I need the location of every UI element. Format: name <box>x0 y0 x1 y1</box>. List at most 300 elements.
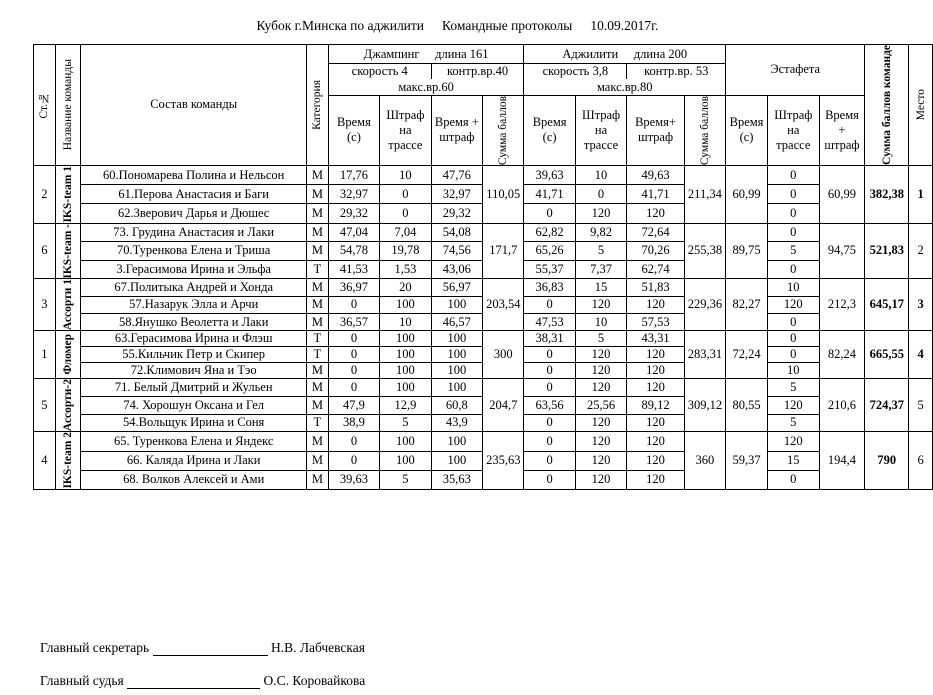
agility-sum-value: 309,12 <box>687 397 723 412</box>
relay-fault-cell <box>768 296 820 313</box>
agility-total-cell <box>627 242 684 261</box>
participant-cell <box>81 296 307 313</box>
header-jumping-ctrl: контр.вр.40 <box>431 64 524 80</box>
agility-total-cell <box>627 414 684 432</box>
category-cell <box>306 296 328 313</box>
header-start-num: Ст.№ <box>34 45 56 166</box>
jumping-fault-cell <box>380 414 432 432</box>
jumping-time-value: 47,9 <box>343 397 365 412</box>
team-sum-cell <box>865 223 909 279</box>
header-jumping-speed: скорость 4 <box>328 64 431 80</box>
category-value: М <box>311 472 323 487</box>
jumping-total-cell <box>431 204 482 223</box>
agility-sum-cell <box>684 165 725 223</box>
jumping-fault-value: 7,04 <box>394 224 417 239</box>
category-value: М <box>311 397 323 412</box>
category-value: М <box>311 363 323 378</box>
participant-name: 72.Климович Яна и Тэо <box>130 363 257 378</box>
relay-time-cell <box>726 165 768 223</box>
participant-cell <box>81 242 307 261</box>
agility-fault-cell <box>575 363 627 379</box>
relay-fault-cell <box>768 414 820 432</box>
relay-time-cell <box>726 223 768 279</box>
jumping-sum-value: 235,63 <box>486 453 521 468</box>
jumping-fault-value: 10 <box>399 167 412 182</box>
agility-time-cell <box>524 204 575 223</box>
category-cell <box>306 331 328 347</box>
jumping-fault-value: 100 <box>396 347 415 362</box>
jumping-time-cell <box>328 363 379 379</box>
jumping-sum-value: 171,7 <box>489 243 518 258</box>
start-num-value: 3 <box>41 297 48 312</box>
jumping-total-cell <box>431 379 482 397</box>
relay-fault-cell <box>768 204 820 223</box>
jumping-total-cell <box>431 185 482 204</box>
start-num-cell <box>34 379 56 432</box>
agility-time-cell <box>524 363 575 379</box>
table-row <box>34 432 933 451</box>
results-table <box>33 44 933 490</box>
agility-total-cell <box>627 260 684 279</box>
header-team-name: Название команды <box>55 45 81 166</box>
relay-fault-cell <box>768 379 820 397</box>
agility-fault-cell <box>575 470 627 489</box>
agility-time-value: 0 <box>546 415 553 430</box>
jumping-sum-cell <box>483 165 524 223</box>
jumping-total-cell <box>431 363 482 379</box>
agility-time-cell <box>524 279 575 296</box>
jumping-total-value: 29,32 <box>442 205 471 220</box>
jumping-total-cell <box>431 432 482 451</box>
place-value: 2 <box>917 243 924 258</box>
agility-sum-cell <box>684 379 725 432</box>
jumping-total-cell <box>431 414 482 432</box>
header-agility-faults: Штраф на трассе <box>575 95 627 165</box>
participant-name: 55.Кильчик Петр и Скипер <box>122 347 266 362</box>
jumping-sum-value: 110,05 <box>486 186 521 201</box>
place-value: 6 <box>917 453 924 468</box>
agility-total-value: 120 <box>646 472 665 487</box>
jumping-time-value: 0 <box>350 347 358 362</box>
jumping-sum-cell <box>483 379 524 432</box>
team-name-value: Ассорти 1 <box>62 279 75 331</box>
jumping-time-cell <box>328 204 379 223</box>
agility-fault-cell <box>575 331 627 347</box>
agility-total-value: 120 <box>646 347 665 362</box>
jumping-fault-cell <box>380 313 432 330</box>
jumping-time-cell <box>328 223 379 242</box>
relay-fault-cell <box>768 279 820 296</box>
agility-sum-value: 283,31 <box>687 347 723 362</box>
jumping-total-value: 46,57 <box>442 314 471 329</box>
jumping-total-value: 100 <box>447 363 467 378</box>
agility-total-cell <box>627 379 684 397</box>
agility-time-cell <box>524 185 575 204</box>
header-relay-total: Время + штраф <box>819 95 865 165</box>
jumping-time-cell <box>328 331 379 347</box>
jumping-fault-value: 19,78 <box>391 243 420 258</box>
agility-total-cell <box>627 313 684 330</box>
relay-fault-value: 0 <box>790 167 797 182</box>
agility-fault-value: 120 <box>591 380 611 395</box>
relay-fault-cell <box>768 451 820 470</box>
relay-fault-cell <box>768 347 820 363</box>
agility-time-value: 65,26 <box>535 243 564 258</box>
agility-total-value: 57,53 <box>641 314 670 329</box>
category-value: Т <box>313 415 322 430</box>
agility-sum-value: 229,36 <box>687 297 723 312</box>
agility-fault-value: 120 <box>591 415 611 430</box>
jumping-total-value: 54,08 <box>442 224 471 239</box>
team-sum-value: 724,37 <box>869 397 904 412</box>
participant-cell <box>81 396 307 414</box>
agility-fault-cell <box>575 396 627 414</box>
jumping-total-value: 32,97 <box>442 186 471 201</box>
participant-cell <box>81 223 307 242</box>
jumping-total-value: 100 <box>447 380 467 395</box>
participant-name: 58.Янушко Веолетта и Лаки <box>118 314 269 329</box>
participant-name: 67.Политыка Андрей и Хонда <box>114 279 274 294</box>
jumping-time-cell <box>328 242 379 261</box>
jumping-time-cell <box>328 432 379 451</box>
jumping-total-cell <box>431 396 482 414</box>
relay-fault-value: 0 <box>790 331 797 346</box>
team-name-cell <box>55 223 81 279</box>
jumping-time-value: 54,78 <box>339 243 368 258</box>
team-name-value: IKS-team 1 <box>62 165 75 223</box>
agility-fault-value: 10 <box>594 167 608 182</box>
agility-total-cell <box>627 223 684 242</box>
team-sum-cell <box>865 331 909 379</box>
relay-time-value: 60,99 <box>732 186 761 201</box>
header-agility-max: макс.вр.80 <box>524 79 726 95</box>
relay-total-cell <box>819 165 865 223</box>
jumping-time-value: 0 <box>350 363 358 378</box>
jumping-fault-cell <box>380 470 432 489</box>
participant-name: 54.Вольщук Ирина и Соня <box>123 415 265 430</box>
judge-label: Главный судья <box>40 673 124 688</box>
participant-cell <box>81 414 307 432</box>
jumping-fault-value: 10 <box>399 314 412 329</box>
category-cell <box>306 185 328 204</box>
category-value: М <box>311 186 323 201</box>
category-cell <box>306 379 328 397</box>
jumping-time-cell <box>328 165 379 184</box>
place-value: 3 <box>917 297 924 312</box>
relay-total-cell <box>819 331 865 379</box>
category-value: Т <box>313 347 322 362</box>
agility-time-cell <box>524 451 575 470</box>
agility-time-value: 36,83 <box>535 279 564 294</box>
team-name-value: IKS-team 2 <box>62 432 75 489</box>
jumping-total-cell <box>431 260 482 279</box>
jumping-fault-cell <box>380 432 432 451</box>
agility-sum-value: 360 <box>695 453 715 468</box>
jumping-total-cell <box>431 331 482 347</box>
agility-time-value: 62,82 <box>535 224 564 239</box>
team-name-cell <box>55 165 81 223</box>
agility-total-value: 41,71 <box>641 186 670 201</box>
agility-sum-cell <box>684 432 725 490</box>
agility-total-value: 120 <box>646 453 665 468</box>
jumping-fault-value: 100 <box>396 297 415 312</box>
category-cell <box>306 432 328 451</box>
agility-time-value: 0 <box>546 205 553 220</box>
relay-fault-value: 5 <box>790 380 797 395</box>
participant-name: 71. Белый Дмитрий и Жульен <box>114 380 273 395</box>
participant-cell <box>81 313 307 330</box>
participant-cell <box>81 185 307 204</box>
header-category: Категория <box>306 45 328 166</box>
agility-total-cell <box>627 432 684 451</box>
relay-fault-value: 15 <box>787 453 800 468</box>
start-num-value: 4 <box>41 453 48 468</box>
title-part1: Кубок г.Минска по аджилити <box>256 18 425 33</box>
agility-sum-value: 211,34 <box>687 186 722 201</box>
jumping-sum-value: 203,54 <box>486 297 521 312</box>
agility-fault-cell <box>575 313 627 330</box>
secretary-label: Главный секретарь <box>40 640 150 655</box>
agility-total-cell <box>627 347 684 363</box>
page-title <box>0 18 933 34</box>
jumping-sum-cell <box>483 432 524 490</box>
title-part3: 10.09.2017г. <box>590 18 659 33</box>
category-value: М <box>311 224 323 239</box>
agility-total-value: 120 <box>646 205 665 220</box>
header-team-sum: Сумма баллов команде <box>865 45 909 166</box>
relay-time-value: 80,55 <box>732 397 761 412</box>
jumping-total-value: 43,9 <box>445 415 468 430</box>
jumping-fault-value: 100 <box>396 363 415 378</box>
jumping-time-value: 0 <box>350 331 358 346</box>
relay-total-cell <box>819 223 865 279</box>
agility-time-value: 0 <box>546 363 553 378</box>
team-sum-value: 790 <box>877 453 897 468</box>
participant-name: 57.Назарук Элла и Арчи <box>129 297 259 312</box>
relay-total-value: 212,3 <box>827 297 857 312</box>
team-sum-cell <box>865 379 909 432</box>
relay-total-cell <box>819 432 865 490</box>
relay-fault-value: 0 <box>790 224 797 239</box>
jumping-total-value: 43,06 <box>442 261 471 276</box>
place-cell <box>909 379 933 432</box>
agility-fault-cell <box>575 204 627 223</box>
participant-name: 61.Перова Анастасия и Баги <box>118 186 269 201</box>
relay-fault-value: 5 <box>790 243 797 258</box>
jumping-fault-value: 0 <box>402 205 409 220</box>
table-row <box>34 279 933 296</box>
header-jumping-total: Время + штраф <box>431 95 482 165</box>
agility-fault-cell <box>575 296 627 313</box>
table-row <box>34 165 933 184</box>
agility-fault-cell <box>575 347 627 363</box>
jumping-total-cell <box>431 347 482 363</box>
agility-fault-cell <box>575 432 627 451</box>
agility-time-value: 0 <box>546 433 553 448</box>
agility-time-value: 63,56 <box>535 397 564 412</box>
jumping-total-value: 47,76 <box>442 167 471 182</box>
relay-fault-cell <box>768 185 820 204</box>
jumping-fault-cell <box>380 363 432 379</box>
jumping-fault-cell <box>380 165 432 184</box>
team-name-cell <box>55 432 81 490</box>
agility-total-cell <box>627 279 684 296</box>
participant-cell <box>81 347 307 363</box>
jumping-sum-value: 204,7 <box>489 397 518 412</box>
category-value: Т <box>313 261 322 276</box>
jumping-fault-value: 20 <box>399 279 412 294</box>
header-agility-total: Время+ штраф <box>627 95 684 165</box>
jumping-time-value: 39,63 <box>339 472 368 487</box>
header-agility-ctrl: контр.вр. 53 <box>627 64 726 80</box>
agility-fault-value: 120 <box>591 363 611 378</box>
agility-time-cell <box>524 396 575 414</box>
agility-time-cell <box>524 296 575 313</box>
relay-time-value: 89,75 <box>732 243 761 258</box>
agility-fault-value: 5 <box>597 331 605 346</box>
agility-fault-value: 120 <box>591 433 611 448</box>
place-cell <box>909 331 933 379</box>
relay-time-cell <box>726 279 768 331</box>
agility-fault-value: 7,37 <box>590 261 612 276</box>
category-cell <box>306 242 328 261</box>
jumping-fault-value: 100 <box>396 433 415 448</box>
agility-time-cell <box>524 379 575 397</box>
jumping-fault-value: 100 <box>396 453 415 468</box>
team-sum-value: 645,17 <box>869 297 904 312</box>
agility-fault-cell <box>575 451 627 470</box>
participant-cell <box>81 451 307 470</box>
jumping-time-cell <box>328 260 379 279</box>
category-cell <box>306 347 328 363</box>
jumping-sum-value: 300 <box>493 347 513 362</box>
participant-cell <box>81 432 307 451</box>
relay-total-value: 210,6 <box>827 397 857 412</box>
relay-fault-value: 0 <box>790 314 797 329</box>
jumping-time-cell <box>328 451 379 470</box>
category-cell <box>306 396 328 414</box>
agility-total-cell <box>627 331 684 347</box>
relay-fault-value: 0 <box>790 205 797 220</box>
start-num-cell <box>34 223 56 279</box>
relay-total-cell <box>819 379 865 432</box>
agility-total-value: 120 <box>646 415 665 430</box>
start-num-value: 6 <box>41 243 48 258</box>
agility-fault-cell <box>575 242 627 261</box>
agility-time-value: 0 <box>546 453 553 468</box>
relay-total-value: 82,24 <box>827 347 857 362</box>
category-value: М <box>311 167 323 182</box>
team-name-value: Ассорти-2 <box>62 379 75 432</box>
participant-name: 74. Хорошун Оксана и Гел <box>123 397 265 412</box>
participant-cell <box>81 165 307 184</box>
jumping-fault-value: 100 <box>396 380 415 395</box>
category-cell <box>306 165 328 184</box>
table-row <box>34 223 933 242</box>
category-value: Т <box>313 331 322 346</box>
place-cell <box>909 432 933 490</box>
participant-cell <box>81 204 307 223</box>
category-cell <box>306 451 328 470</box>
participant-name: 66. Каляда Ирина и Лаки <box>126 453 261 468</box>
judge-line <box>40 673 365 689</box>
agility-fault-cell <box>575 165 627 184</box>
header-agility-time: Время (с) <box>524 95 575 165</box>
place-value: 5 <box>917 397 924 412</box>
relay-total-value: 60,99 <box>827 186 857 201</box>
agility-time-cell <box>524 347 575 363</box>
start-num-cell <box>34 165 56 223</box>
agility-total-value: 70,26 <box>641 243 670 258</box>
jumping-time-cell <box>328 414 379 432</box>
relay-fault-value: 10 <box>787 363 800 378</box>
jumping-fault-cell <box>380 347 432 363</box>
participant-name: 63.Герасимова Ирина и Флэш <box>114 331 273 346</box>
jumping-total-value: 74,56 <box>442 243 471 258</box>
category-cell <box>306 313 328 330</box>
relay-time-cell <box>726 379 768 432</box>
jumping-time-cell <box>328 185 379 204</box>
relay-total-cell <box>819 279 865 331</box>
agility-fault-cell <box>575 260 627 279</box>
jumping-time-value: 17,76 <box>339 167 368 182</box>
category-value: М <box>311 453 323 468</box>
team-sum-cell <box>865 432 909 490</box>
jumping-time-cell <box>328 296 379 313</box>
agility-sum-cell <box>684 279 725 331</box>
header-jumping-sum: Сумма баллов <box>483 95 524 165</box>
agility-fault-value: 120 <box>591 297 611 312</box>
jumping-time-value: 0 <box>350 297 358 312</box>
place-cell <box>909 279 933 331</box>
participant-name: 65. Туренкова Елена и Яндекс <box>113 433 274 448</box>
header-agility-speed: скорость 3,8 <box>524 64 627 80</box>
team-sum-value: 382,38 <box>869 186 904 201</box>
agility-sum-cell <box>684 331 725 379</box>
relay-fault-cell <box>768 260 820 279</box>
jumping-fault-cell <box>380 331 432 347</box>
jumping-fault-cell <box>380 185 432 204</box>
jumping-time-cell <box>328 470 379 489</box>
place-cell <box>909 223 933 279</box>
agility-total-value: 51,83 <box>641 279 670 294</box>
relay-fault-value: 0 <box>790 186 797 201</box>
start-num-cell <box>34 279 56 331</box>
relay-fault-cell <box>768 470 820 489</box>
relay-fault-cell <box>768 432 820 451</box>
jumping-time-cell <box>328 396 379 414</box>
agility-time-value: 41,71 <box>535 186 564 201</box>
relay-fault-cell <box>768 331 820 347</box>
secretary-signature-line <box>153 641 268 656</box>
agility-fault-cell <box>575 379 627 397</box>
judge-signature-line <box>127 674 260 689</box>
header-relay-time: Время (с) <box>726 95 768 165</box>
jumping-time-cell <box>328 379 379 397</box>
jumping-fault-value: 0 <box>402 186 409 201</box>
jumping-total-cell <box>431 223 482 242</box>
participant-name: 70.Туренкова Елена и Триша <box>116 243 271 258</box>
agility-fault-cell <box>575 223 627 242</box>
agility-time-cell <box>524 414 575 432</box>
agility-fault-value: 120 <box>591 205 611 220</box>
jumping-time-value: 0 <box>350 433 358 448</box>
category-cell <box>306 470 328 489</box>
header-agility-sum: Сумма баллов <box>684 95 725 165</box>
team-name-cell <box>55 331 81 379</box>
jumping-total-value: 60,8 <box>445 397 468 412</box>
participant-cell <box>81 279 307 296</box>
